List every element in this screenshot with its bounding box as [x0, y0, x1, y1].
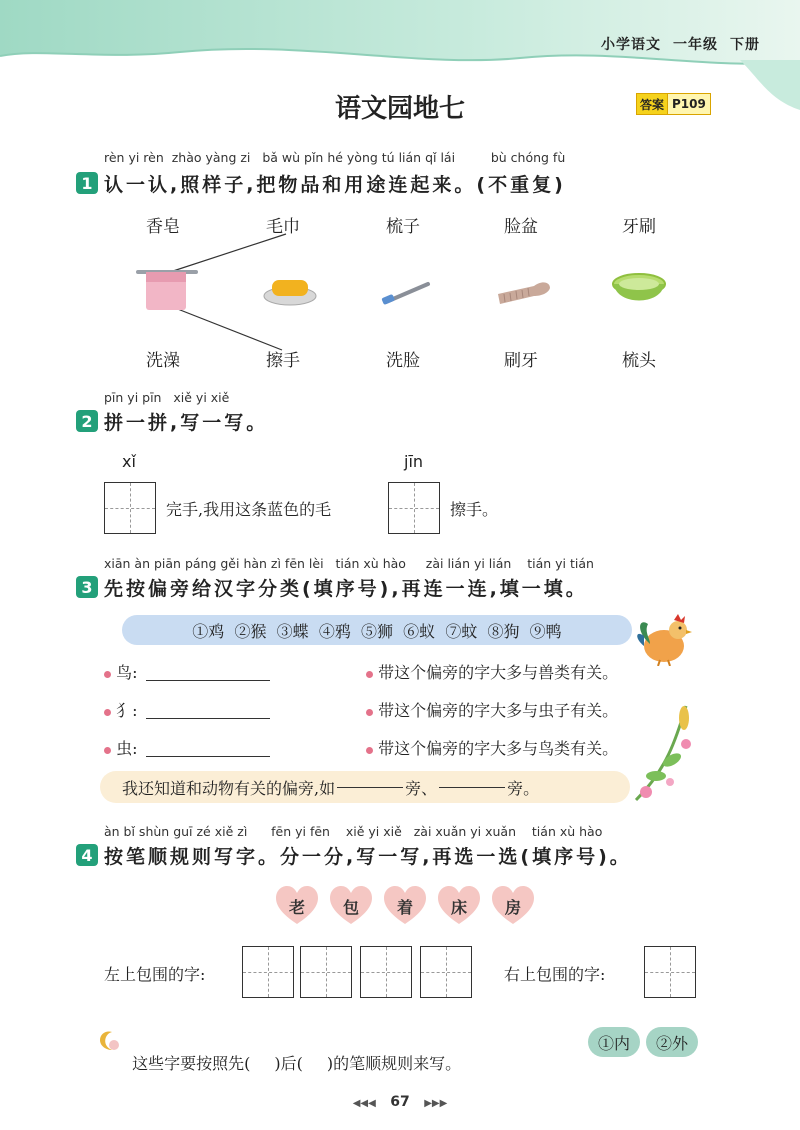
moon-icon: [98, 1030, 122, 1052]
char-label: 老: [288, 898, 305, 917]
rule-text-b: )后(: [274, 1054, 303, 1073]
statement-row: [366, 660, 618, 683]
left-label: 左上包围的字:: [104, 965, 206, 984]
header-grade: 一年级: [673, 37, 718, 53]
rule-sentence: [122, 1032, 461, 1074]
pinyin-jin: jīn: [404, 452, 424, 471]
connect-dot[interactable]: [366, 709, 373, 716]
use-word: 梳头: [622, 351, 656, 371]
char-label: 房: [504, 898, 521, 917]
q1-number: 1: [76, 172, 98, 194]
q2-sentence-mid: 完手,我用这条蓝色的毛: [166, 500, 332, 519]
write-box[interactable]: [104, 482, 156, 534]
know-text-c: 旁。: [507, 778, 540, 798]
statement-row: [366, 698, 618, 721]
use-word: 洗澡: [146, 351, 180, 371]
rule-text-a: 这些字要按照先(: [132, 1054, 251, 1073]
radical-label: 鸟:: [116, 663, 138, 682]
connect-dot[interactable]: [366, 671, 373, 678]
char-heart: [330, 886, 372, 926]
choice-outer[interactable]: ②外: [646, 1027, 698, 1057]
rooster-icon: [634, 610, 696, 666]
q3-text: 先按偏旁给汉字分类(填序号),再连一连,填一填。: [104, 578, 588, 600]
q4-text: 按笔顺规则写字。分一分,写一写,再选一选(填序号)。: [104, 846, 632, 868]
basin-image: [610, 270, 668, 312]
page-footer: [0, 1094, 800, 1110]
toothbrush-image: [380, 278, 436, 308]
char-heart: [276, 886, 318, 926]
item-word: 脸盆: [504, 217, 538, 237]
flower-branch-icon: [626, 700, 698, 806]
write-box[interactable]: [420, 946, 472, 998]
connect-dot[interactable]: [104, 709, 111, 716]
char-label: 着: [396, 898, 413, 917]
answer-line[interactable]: [146, 718, 270, 719]
right-label: 右上包围的字:: [504, 965, 606, 984]
write-box[interactable]: [360, 946, 412, 998]
write-box[interactable]: [242, 946, 294, 998]
statement-text: 带这个偏旁的字大多与虫子有关。: [378, 701, 619, 720]
radical-row: [104, 660, 138, 683]
char-heart: [492, 886, 534, 926]
know-text-a: 我还知道和动物有关的偏旁,如: [122, 778, 336, 798]
item-word: 牙刷: [622, 217, 656, 237]
item-word: 梳子: [386, 217, 420, 237]
soap-image: [262, 272, 318, 308]
q3-options: ①鸡 ②猴 ③蝶 ④鸦 ⑤狮 ⑥蚁 ⑦蚊 ⑧狗 ⑨鸭: [122, 615, 632, 645]
answer-label: 答案: [640, 97, 665, 112]
prev-arrows: ◀◀◀: [352, 1098, 376, 1109]
connect-dot[interactable]: [366, 747, 373, 754]
char-heart: [384, 886, 426, 926]
statement-text: 带这个偏旁的字大多与兽类有关。: [378, 663, 619, 682]
statement-row: [366, 736, 618, 759]
radical-row: [104, 736, 138, 759]
q2-pinyin: pīn yi pīn xiě yi xiě: [104, 390, 230, 405]
connect-dot[interactable]: [104, 671, 111, 678]
next-arrows: ▶▶▶: [424, 1098, 448, 1109]
comb-image: [494, 274, 554, 308]
towel-image: [132, 262, 200, 316]
radical-row: [104, 698, 138, 721]
use-word: 洗脸: [386, 351, 420, 371]
item-word: 毛巾: [266, 217, 300, 237]
q4-number: 4: [76, 844, 98, 866]
write-box[interactable]: [644, 946, 696, 998]
q3-pinyin: xiān àn piān páng gěi hàn zì fēn lèi tián xù hào zài lián yi lián tián yi tián: [104, 556, 594, 571]
q4-pinyin: àn bǐ shùn guī zé xiě zì fēn yi fēn xiě yi xiě zài xuǎn yi xuǎn tián xù hào: [104, 824, 603, 839]
connect-dot[interactable]: [104, 747, 111, 754]
q3-number: 3: [76, 576, 98, 598]
statement-text: 带这个偏旁的字大多与鸟类有关。: [378, 739, 619, 758]
pinyin-xi: xǐ: [122, 452, 136, 471]
blank-radical-1[interactable]: [337, 786, 403, 788]
rule-text-c: )的笔顺规则来写。: [326, 1054, 462, 1073]
q1-example-lines: [0, 0, 800, 400]
char-heart: [438, 886, 480, 926]
header-volume: 下册: [730, 37, 760, 53]
radical-label: 犭:: [116, 701, 138, 720]
char-label: 床: [450, 898, 467, 917]
page-number: 67: [390, 1094, 410, 1110]
know-text-b: 旁、: [405, 778, 438, 798]
know-more-bar: [100, 771, 630, 803]
use-word: 擦手: [266, 351, 300, 371]
answer-page: P109: [667, 94, 710, 114]
q1-text: 认一认,照样子,把物品和用途连起来。(不重复): [104, 174, 566, 196]
q2-text: 拼一拼,写一写。: [104, 412, 269, 434]
blank-radical-2[interactable]: [439, 786, 505, 788]
page-title: 语文园地七: [334, 94, 465, 124]
char-label: 包: [342, 898, 359, 917]
header-subject: 小学语文: [601, 37, 661, 53]
item-word: 香皂: [146, 217, 180, 237]
use-word: 刷牙: [504, 351, 538, 371]
q1-pinyin: rèn yi rèn zhào yàng zi bǎ wù pǐn hé yòng tú lián qǐ lái bù chóng fù: [104, 150, 566, 165]
write-box[interactable]: [300, 946, 352, 998]
answer-line[interactable]: [146, 756, 270, 757]
q2-number: 2: [76, 410, 98, 432]
q2-sentence-end: 擦手。: [450, 500, 499, 519]
write-box[interactable]: [388, 482, 440, 534]
answer-line[interactable]: [146, 680, 270, 681]
radical-label: 虫:: [116, 739, 138, 758]
choice-inner[interactable]: ①内: [588, 1027, 640, 1057]
